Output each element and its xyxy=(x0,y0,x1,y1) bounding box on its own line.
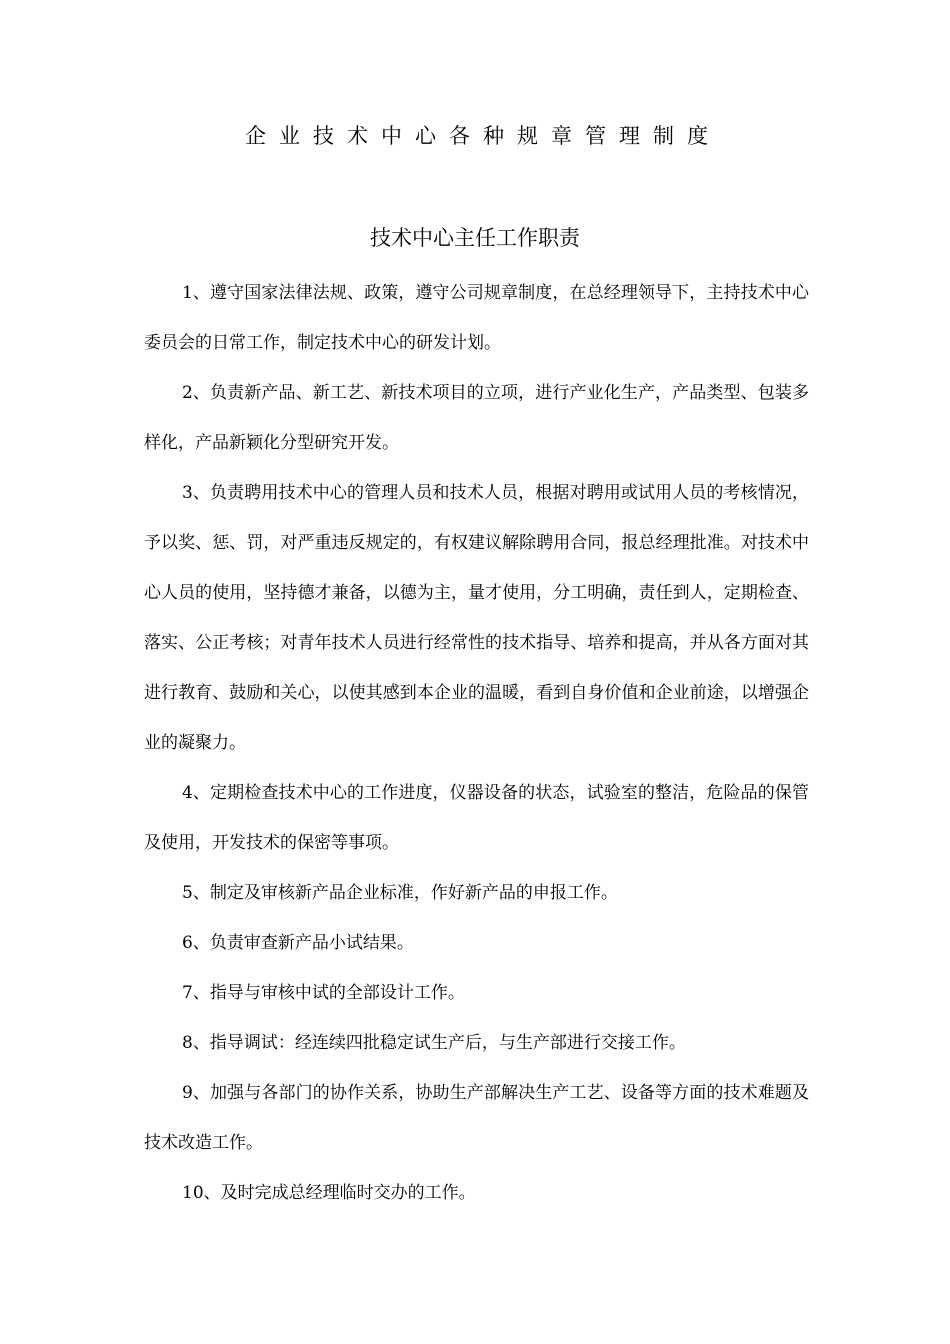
document-body xyxy=(144,268,809,1218)
duty-item-7: 7、指导与审核中试的全部设计工作。 xyxy=(182,983,465,1003)
duty-item-6: 6、负责审查新产品小试结果。 xyxy=(182,933,414,953)
duty-item-2: 2、负责新产品、新工艺、新技术项目的立项，进行产业化生产，产品类型、包装多样化，产品新颖化分型研究开发。 xyxy=(144,383,809,453)
duty-item-10: 10、及时完成总经理临时交办的工作。 xyxy=(182,1183,476,1203)
duty-item-4: 4、定期检查技术中心的工作进度，仪器设备的状态，试验室的整洁，危险品的保管及使用，开发技术的保密等事项。 xyxy=(144,783,809,853)
section-title: 技术中心主任工作职责 xyxy=(370,226,580,250)
duty-item-3: 3、负责聘用技术中心的管理人员和技术人员，根据对聘用或试用人员的考核情况，予以奖、惩、罚，对严重违反规定的，有权建议解除聘用合同，报总经理批准。对技术中心人员的使用，坚持德才兼备，以德为主，量才使用，分工明确，责任到人，定期检查、落实、公正考核；对青年技术人员进行经常性的技术指导、培养和提高，并从各方面对其进行教育、鼓励和关心，以使其感到本企业的温暖，看到自身价值和企业前途，以增强企业的凝聚力。 xyxy=(144,483,809,753)
duty-item-5: 5、制定及审核新产品企业标准，作好新产品的申报工作。 xyxy=(182,883,618,903)
duty-item-1: 1、遵守国家法律法规、政策，遵守公司规章制度，在总经理领导下，主持技术中心委员会的日常工作，制定技术中心的研发计划。 xyxy=(144,283,809,353)
document-title: 企业技术中心各种规章管理制度 xyxy=(245,124,721,148)
duty-item-9: 9、加强与各部门的协作关系，协助生产部解决生产工艺、设备等方面的技术难题及技术改造工作。 xyxy=(144,1083,809,1153)
duty-item-8: 8、指导调试：经连续四批稳定试生产后，与生产部进行交接工作。 xyxy=(182,1033,686,1053)
